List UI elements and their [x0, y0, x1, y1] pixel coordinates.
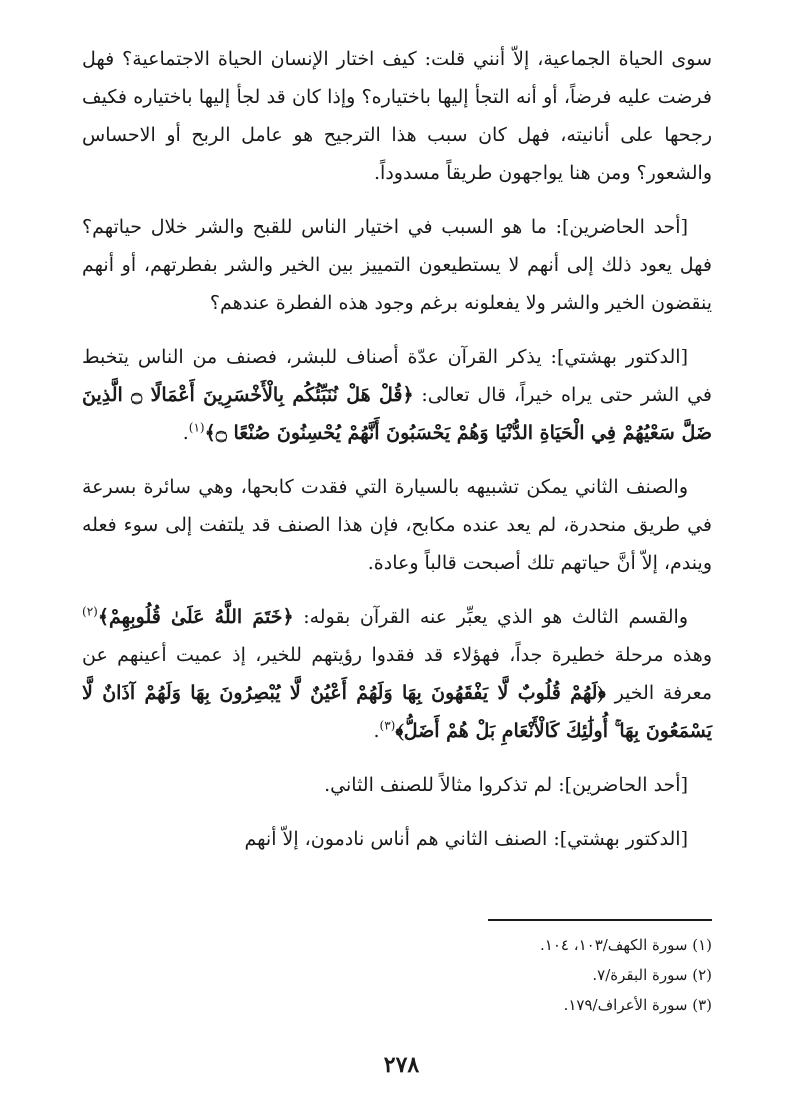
footnote-ref-3: (٣)	[379, 718, 396, 733]
paragraph-6	[82, 766, 712, 804]
footnote-ref-2: (٢)	[82, 604, 98, 619]
paragraph-2-text: [أحد الحاضرين]: ما هو السبب في اختيار الناس للقبح والشر خلال حياتهم؟ فهل يعود ذلك إلى أنهم لا يستطيعون التمييز بين الخير والشر بفطرتهم، أو أنهم ينقضون الخير والشر ولا يفعلونه برغم وجود هذه الفطرة عندهم؟	[82, 216, 712, 314]
paragraph-3-lead: [الدكتور بهشتي]: يذكر القرآن عدّة أصناف للبشر، فصنف من الناس يتخبط في الشر حتى يراه خيراً، قال تعالى:	[82, 346, 712, 406]
paragraph-5-lead: والقسم الثالث هو الذي يعبِّر عنه القرآن بقوله:	[293, 606, 688, 628]
footnote-ref-1: (١)	[188, 420, 205, 435]
footnote-2: (٢) سورة البقرة/٧.	[592, 966, 712, 984]
paragraph-3-tail: .	[182, 422, 189, 444]
page-number: ٢٧٨	[383, 1052, 420, 1078]
paragraph-4	[82, 468, 712, 582]
footnotes	[540, 930, 712, 1020]
quran-verse-araf: ﴿لَهُمْ قُلُوبٌ لَّا يَفْقَهُونَ بِهَا وَلَهُمْ أَعْيُنٌ لَّا يُبْصِرُونَ بِهَا وَلَهُمْ آذَانٌ لَّا يَسْمَعُونَ بِهَا ۚ أُولَٰئِكَ كَالْأَنْعَامِ بَلْ هُمْ أَضَلُّ﴾	[82, 682, 712, 742]
footnote-3: (٣) سورة الأعراف/١٧٩.	[563, 996, 712, 1014]
quran-verse-kahf: ﴿قُلْ هَلْ نُنَبِّئُكُم بِالْأَخْسَرِينَ أَعْمَالًا ۝ الَّذِينَ ضَلَّ سَعْيُهُمْ فِي الْحَيَاةِ الدُّنْيَا وَهُمْ يَحْسَبُونَ أَنَّهُمْ يُحْسِنُونَ صُنْعًا ۝﴾	[82, 384, 712, 444]
paragraph-3	[82, 338, 712, 452]
paragraph-7	[82, 820, 712, 858]
footnote-1: (١) سورة الكهف/١٠٣، ١٠٤.	[540, 936, 712, 954]
paragraph-7-text: [الدكتور بهشتي]: الصنف الثاني هم أناس نادمون، إلاّ أنهم	[244, 828, 688, 850]
paragraph-1	[82, 40, 712, 192]
paragraph-1-text: سوى الحياة الجماعية، إلاّ أنني قلت: كيف اختار الإنسان الحياة الاجتماعية؟ فهل فرضت عليه فرضاً، أو أنه التجأ إليها باختياره؟ وإذا كان قد لجأ إليها باختياره فكيف رجحها على أنانيته، فهل كان سبب هذا الترجيح هو عامل الربح أو الاحساس والشعور؟ ومن هنا يواجهون طريقاً مسدوداً.	[82, 48, 712, 184]
paragraph-5-tail: .	[373, 720, 380, 742]
paragraph-6-text: [أحد الحاضرين]: لم تذكروا مثالاً للصنف الثاني.	[324, 774, 688, 796]
footnote-divider	[488, 919, 712, 921]
paragraph-5	[82, 598, 712, 750]
paragraph-2	[82, 208, 712, 322]
paragraph-4-text: والصنف الثاني يمكن تشبيهه بالسيارة التي فقدت كابحها، وهي سائرة بسرعة في طريق منحدرة، لم يعد عنده مكابح، فإن هذا الصنف قد يلتفت إلى سوء فعله ويندم، إلاّ أنَّ حياتهم تلك أصبحت قالباً وعادة.	[82, 476, 712, 574]
page-body	[82, 40, 712, 874]
paragraph-5-mid: وهذه مرحلة خطيرة جداً، فهؤلاء قد فقدوا رؤيتهم للخير، إذ عميت أعينهم عن معرفة الخير	[82, 644, 713, 704]
quran-verse-baqarah: ﴿خَتَمَ اللَّهُ عَلَىٰ قُلُوبِهِمْ﴾	[97, 606, 294, 628]
